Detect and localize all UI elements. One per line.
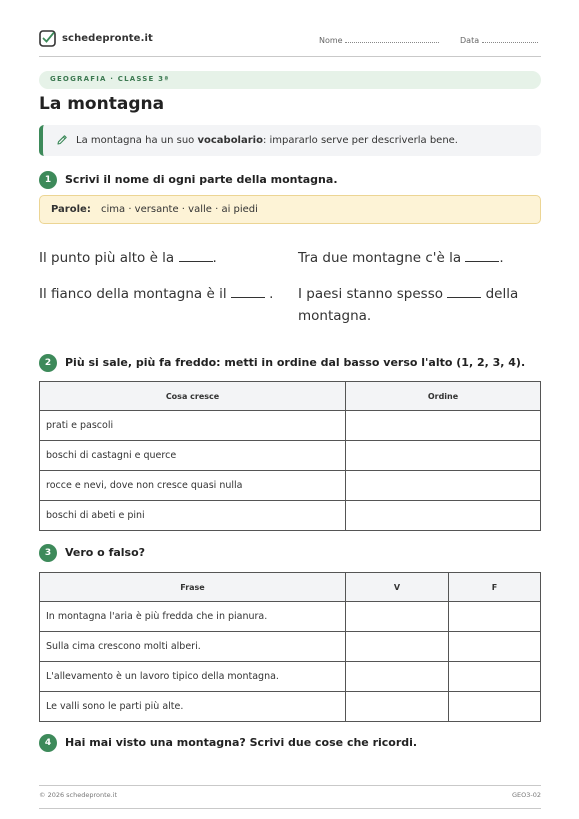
row-text: In montagna l'aria è più fredda che in pianura.: [40, 602, 346, 632]
sentence-3-end: .: [264, 286, 274, 302]
table-row: [40, 662, 541, 692]
false-cell[interactable]: [449, 662, 541, 692]
table-row: [40, 501, 541, 531]
sentence-4-text: I paesi stanno spesso: [298, 286, 448, 302]
answer-blank-4[interactable]: [447, 285, 481, 298]
sentence-2-end: .: [499, 250, 504, 266]
true-false-header: [40, 573, 541, 602]
sentence-1-end: .: [212, 250, 217, 266]
col-header-v: V: [346, 573, 449, 602]
true-cell[interactable]: [346, 602, 449, 632]
row-text: prati e pascoli: [40, 411, 346, 441]
row-text: L'allevamento è un lavoro tipico della montagna.: [40, 662, 346, 692]
sentence-4: [298, 283, 538, 327]
row-text: Sulla cima crescono molti alberi.: [40, 632, 346, 662]
page-title: La montagna: [39, 94, 165, 114]
question-1-number: 1: [39, 171, 57, 189]
word-bank-label: Parole:: [51, 204, 91, 215]
sentence-2: [298, 247, 538, 269]
sentence-1: [39, 247, 279, 269]
true-cell[interactable]: [346, 632, 449, 662]
sentence-3: [39, 283, 279, 305]
date-label: Data: [460, 36, 480, 45]
col-header-frase: Frase: [40, 573, 346, 602]
col-header-cosa-cresce: Cosa cresce: [40, 382, 346, 411]
subject-tag-label: GEOGRAFIA · CLASSE 3ª: [50, 75, 170, 83]
question-4-title: Hai mai visto una montagna? Scrivi due cose che ricordi.: [65, 736, 418, 749]
name-field: [319, 35, 439, 45]
true-false-table: [39, 572, 541, 722]
intro-note-text: [76, 135, 458, 146]
question-4-number: 4: [39, 734, 57, 752]
sentence-2-text: Tra due montagne c'è la: [298, 250, 466, 266]
name-line: [345, 35, 439, 43]
question-2-number: 2: [39, 354, 57, 372]
table-row: [40, 602, 541, 632]
sentence-4-end: della montagna.: [298, 286, 519, 324]
true-cell[interactable]: [346, 692, 449, 722]
question-3-number: 3: [39, 544, 57, 562]
answer-blank-3[interactable]: [231, 285, 265, 298]
pencil-icon: [56, 134, 68, 146]
intro-note: [39, 125, 541, 156]
order-answer-cell[interactable]: [346, 411, 541, 441]
header: [39, 30, 541, 50]
date-field: [460, 35, 538, 45]
order-table-header: [40, 382, 541, 411]
answer-blank-2[interactable]: [465, 249, 499, 262]
question-3-title: Vero o falso?: [65, 546, 146, 559]
true-cell[interactable]: [346, 662, 449, 692]
row-text: boschi di abeti e pini: [40, 501, 346, 531]
word-bank-words: cima · versante · valle · ai piedi: [101, 204, 258, 215]
table-row: [40, 632, 541, 662]
row-text: rocce e nevi, dove non cresce quasi nulla: [40, 471, 346, 501]
subject-tag: [39, 71, 541, 89]
table-row: [40, 441, 541, 471]
note-text-bold: vocabolario: [197, 135, 263, 146]
table-row: [40, 411, 541, 441]
word-bank: [39, 195, 541, 224]
false-cell[interactable]: [449, 692, 541, 722]
answer-blank-1[interactable]: [179, 249, 213, 262]
order-answer-cell[interactable]: [346, 471, 541, 501]
header-divider: [39, 56, 541, 57]
note-text-start: La montagna ha un suo: [76, 135, 198, 146]
footer-bottom-divider: [39, 808, 541, 809]
false-cell[interactable]: [449, 632, 541, 662]
order-table: [39, 381, 541, 531]
row-text: boschi di castagni e querce: [40, 441, 346, 471]
footer-divider: [39, 785, 541, 786]
col-header-f: F: [449, 573, 541, 602]
site-name: schedepronte.it: [62, 33, 153, 44]
order-answer-cell[interactable]: [346, 441, 541, 471]
footer-code: GEO3-02: [511, 791, 541, 799]
row-text: Le valli sono le parti più alte.: [40, 692, 346, 722]
false-cell[interactable]: [449, 602, 541, 632]
sentence-1-text: Il punto più alto è la: [39, 250, 179, 266]
sentence-3-text: Il fianco della montagna è il: [39, 286, 231, 302]
question-1-title: Scrivi il nome di ogni parte della montagna.: [65, 173, 338, 186]
checkbox-logo-icon: [39, 30, 56, 47]
table-row: [40, 692, 541, 722]
question-2-title: Più si sale, più fa freddo: metti in ordine dal basso verso l'alto (1, 2, 3, 4).: [65, 356, 526, 369]
date-line: [482, 35, 538, 43]
note-text-end: : impararlo serve per descriverla bene.: [262, 135, 458, 146]
table-row: [40, 471, 541, 501]
name-label: Nome: [319, 36, 343, 45]
col-header-ordine: Ordine: [346, 382, 541, 411]
order-answer-cell[interactable]: [346, 501, 541, 531]
footer-copyright: © 2026 schedepronte.it: [39, 791, 118, 799]
